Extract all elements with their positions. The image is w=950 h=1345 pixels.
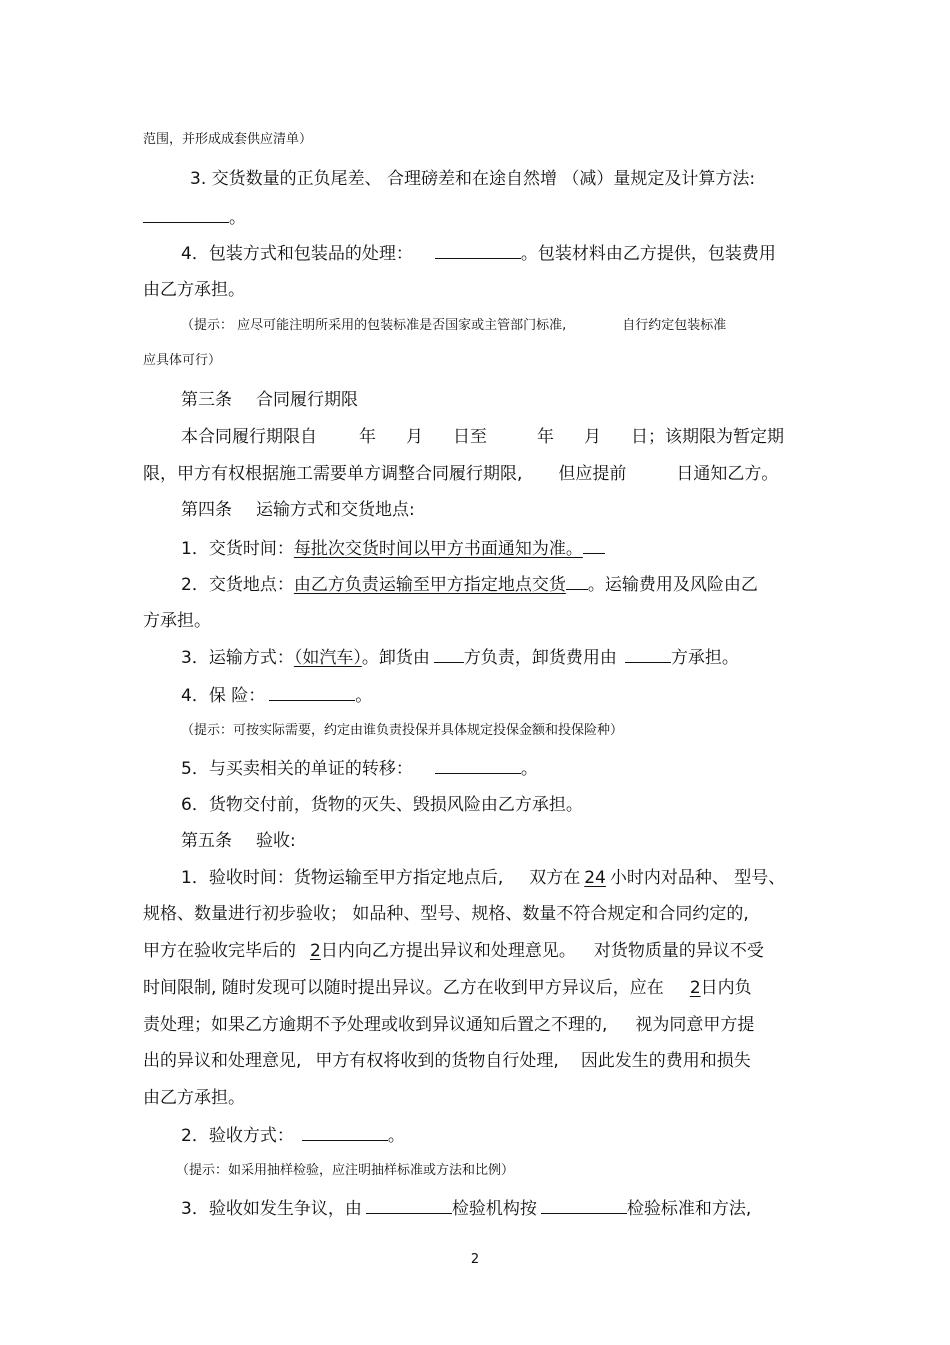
blank-field <box>302 1124 388 1141</box>
text-line: 范围，并形成成套供应清单） <box>143 132 313 147</box>
line-text: 因此发生的费用和损失 <box>580 1051 751 1071</box>
blank-field <box>143 206 229 223</box>
line-text: 。 <box>387 1126 405 1146</box>
text-line: 由乙方承担。 <box>143 1088 245 1108</box>
line-text: 。 <box>229 208 246 228</box>
line-text: 。运输费用及风险由乙 <box>587 575 758 595</box>
section-heading <box>181 389 358 411</box>
text-line: （提示：可按实际需要，约定由谁负责投保并具体规定投保金额和投保险种） <box>181 723 624 738</box>
line-text: 方负责，卸货费用由 <box>463 648 617 668</box>
text-line <box>181 684 372 707</box>
text-line: 3. 交货数量的正负尾差、 合理磅差和在途自然增 （减）量规定及计算方法: <box>190 169 756 189</box>
article-number: 第五条 <box>181 831 232 851</box>
blank-field <box>625 646 671 663</box>
article-title: 运输方式和交货地点: <box>256 500 415 520</box>
line-text: 但应提前 <box>558 464 627 484</box>
blank-field <box>583 537 605 554</box>
line-text: 双方在 <box>529 868 581 888</box>
blank-field <box>434 646 464 663</box>
text-line <box>181 426 784 448</box>
text-line <box>143 977 752 999</box>
blank-field <box>366 1197 452 1214</box>
line-text: 日通知乙方。 <box>676 464 779 484</box>
line-text: 日；该期限为暂定期 <box>631 427 784 447</box>
text-line <box>181 757 538 780</box>
line-text: 甲方有权将收到的货物自行处理, <box>315 1051 559 1071</box>
text-line: 由乙方承担。 <box>143 280 245 300</box>
line-text: 日至 <box>453 427 487 447</box>
text-line <box>181 867 785 889</box>
line-text: 2．验收方式： <box>181 1126 294 1146</box>
filled-value: 2 <box>310 941 321 961</box>
line-text: 4．包装方式和包装品的处理： <box>181 244 413 264</box>
text-line: 规格、数量进行初步验收； 如品种、型号、规格、数量不符合规定和合同约定的, <box>143 904 749 924</box>
blank-field <box>541 1197 627 1214</box>
line-text: 责处理；如果乙方逾期不予处理或收到异议通知后置之不理的, <box>143 1015 608 1035</box>
text-line <box>181 1124 405 1147</box>
line-text: 年 <box>537 427 554 447</box>
article-number: 第四条 <box>181 500 232 520</box>
text-line <box>181 242 776 265</box>
page-number: 2 <box>470 1252 480 1267</box>
line-text: 检验标准和方法, <box>626 1199 752 1219</box>
section-heading <box>181 830 296 852</box>
line-text: 对货物质量的异议不受 <box>593 941 764 961</box>
line-text: 小时内对品种、 型号、 <box>609 868 786 888</box>
section-heading <box>181 499 415 521</box>
text-line <box>143 940 764 962</box>
filled-value: 24 <box>584 868 606 888</box>
line-text: 5．与买卖相关的单证的转移： <box>181 759 413 779</box>
line-text: 自行约定包装标准 <box>622 318 727 333</box>
line-text: 出的异议和处理意见, <box>143 1051 302 1071</box>
article-number: 第三条 <box>181 390 232 410</box>
text-line <box>181 1197 751 1220</box>
line-text: 日内向乙方提出异议和处理意见。 <box>320 941 576 961</box>
line-text: 。 <box>355 686 373 706</box>
text-line <box>181 317 726 335</box>
text-line: 应具体可行） <box>143 353 222 368</box>
text-line <box>143 1050 751 1072</box>
blank-field <box>269 684 355 701</box>
filled-value: 2 <box>689 978 701 998</box>
blank-field <box>566 573 588 590</box>
text-line <box>143 206 246 229</box>
line-text: 方承担。 <box>670 648 739 668</box>
line-text: 限，甲方有权根据施工需要单方调整合同履行期限, <box>143 464 523 484</box>
line-text: 。 <box>520 759 538 779</box>
line-text: 月 <box>406 427 423 447</box>
line-text: 年 <box>359 427 376 447</box>
filled-value: 每批次交货时间以甲方书面通知为准。 <box>293 539 583 559</box>
line-text: 。卸货由 <box>361 648 430 668</box>
line-text: 3．运输方式： <box>181 648 294 668</box>
line-text: 月 <box>584 427 601 447</box>
line-text: 1．验收时间：货物运输至甲方指定地点后, <box>181 868 504 888</box>
text-line: （提示：如采用抽样检验，应注明抽样标准或方法和比例） <box>176 1163 515 1178</box>
line-text: 检验机构按 <box>451 1199 537 1219</box>
blank-field <box>435 757 521 774</box>
line-text: （提示： 应尽可能注明所采用的包装标准是否国家或主管部门标准, <box>181 318 567 333</box>
text-line <box>181 573 758 596</box>
filled-value: （如汽车） <box>293 648 362 668</box>
line-text: 日内负 <box>700 978 752 998</box>
text-line <box>181 646 739 669</box>
filled-value: 由乙方负责运输至甲方指定地点交货 <box>293 575 566 595</box>
article-title: 验收: <box>256 831 296 851</box>
line-text: 。包装材料由乙方提供，包装费用 <box>520 244 776 264</box>
line-text: 甲方在验收完毕后的 <box>143 941 296 961</box>
text-line: 6．货物交付前，货物的灭失、毁损风险由乙方承担。 <box>181 795 583 815</box>
line-text: 2．交货地点： <box>181 575 294 595</box>
text-line: 方承担。 <box>143 611 211 631</box>
blank-field <box>435 242 521 259</box>
line-text: 本合同履行期限自 <box>181 427 317 447</box>
line-text: 视为同意甲方提 <box>635 1015 755 1035</box>
text-line <box>181 537 605 560</box>
line-text: 4．保 险： <box>181 686 266 706</box>
line-text: 1．交货时间： <box>181 539 294 559</box>
text-line <box>143 463 778 485</box>
article-title: 合同履行期限 <box>256 390 358 410</box>
line-text: 3．验收如发生争议，由 <box>181 1199 362 1219</box>
line-text: 时间限制, 随时发现可以随时提出异议。乙方在收到甲方异议后，应在 <box>143 978 664 998</box>
text-line <box>143 1014 754 1036</box>
